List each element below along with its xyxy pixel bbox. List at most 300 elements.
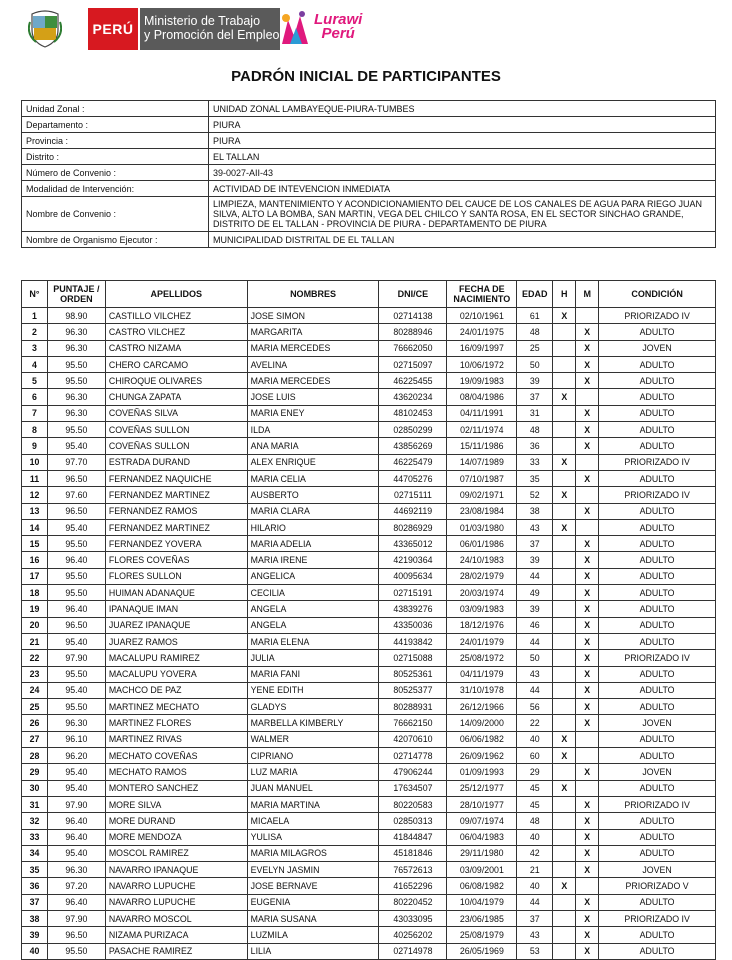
surname-cell: FERNANDEZ MARTINEZ (105, 519, 247, 535)
male-mark-cell (553, 845, 576, 861)
age-cell: 37 (517, 536, 553, 552)
info-row (22, 232, 716, 248)
dni-cell: 76572613 (379, 862, 447, 878)
surname-cell: MONTERO SANCHEZ (105, 780, 247, 796)
info-label: Modalidad de Intervención: (22, 181, 209, 197)
names-cell: WALMER (247, 731, 379, 747)
score-cell: 95.50 (47, 536, 105, 552)
row-number: 7 (22, 405, 48, 421)
row-number: 22 (22, 650, 48, 666)
surname-cell: PASACHE RAMIREZ (105, 943, 247, 959)
table-row (22, 503, 716, 519)
condition-cell: PRIORIZADO IV (599, 487, 716, 503)
age-cell: 31 (517, 405, 553, 421)
female-mark-cell (576, 731, 599, 747)
condition-cell: PRIORIZADO IV (599, 910, 716, 926)
dni-cell: 02850313 (379, 813, 447, 829)
age-cell: 60 (517, 748, 553, 764)
male-mark-cell (553, 340, 576, 356)
row-number: 26 (22, 715, 48, 731)
condition-cell: ADULTO (599, 894, 716, 910)
dni-cell: 42190364 (379, 552, 447, 568)
names-cell: MARIA CLARA (247, 503, 379, 519)
table-row (22, 666, 716, 682)
birthdate-cell: 15/11/1986 (447, 438, 517, 454)
score-cell: 96.30 (47, 715, 105, 731)
birthdate-cell: 04/11/1979 (447, 666, 517, 682)
birthdate-cell: 31/10/1978 (447, 682, 517, 698)
male-mark-cell (553, 470, 576, 486)
surname-cell: FLORES COVEÑAS (105, 552, 247, 568)
birthdate-cell: 06/08/1982 (447, 878, 517, 894)
dni-cell: 43856269 (379, 438, 447, 454)
birthdate-cell: 24/01/1975 (447, 324, 517, 340)
table-row (22, 617, 716, 633)
age-cell: 50 (517, 356, 553, 372)
table-row (22, 894, 716, 910)
dni-cell: 02714138 (379, 308, 447, 324)
score-cell: 96.40 (47, 829, 105, 845)
surname-cell: FERNANDEZ NAQUICHE (105, 470, 247, 486)
age-cell: 44 (517, 682, 553, 698)
names-cell: MICAELA (247, 813, 379, 829)
age-cell: 40 (517, 829, 553, 845)
dni-cell: 43365012 (379, 536, 447, 552)
female-mark-cell: X (576, 666, 599, 682)
surname-cell: IPANAQUE IMAN (105, 601, 247, 617)
row-number: 38 (22, 910, 48, 926)
names-cell: MARIA MARTINA (247, 796, 379, 812)
birthdate-cell: 26/05/1969 (447, 943, 517, 959)
row-number: 4 (22, 356, 48, 372)
table-row (22, 650, 716, 666)
male-mark-cell (553, 682, 576, 698)
condition-cell: PRIORIZADO V (599, 878, 716, 894)
info-row (22, 197, 716, 232)
dni-cell: 80220452 (379, 894, 447, 910)
row-number: 1 (22, 308, 48, 324)
condition-cell: ADULTO (599, 470, 716, 486)
male-mark-cell (553, 764, 576, 780)
birthdate-cell: 28/02/1979 (447, 568, 517, 584)
row-number: 40 (22, 943, 48, 959)
surname-cell: MECHATO COVEÑAS (105, 748, 247, 764)
female-mark-cell: X (576, 764, 599, 780)
score-cell: 95.40 (47, 764, 105, 780)
condition-cell: JOVEN (599, 764, 716, 780)
female-mark-cell (576, 487, 599, 503)
birthdate-cell: 24/10/1983 (447, 552, 517, 568)
participants-table (21, 280, 716, 960)
lurawi-line-2: Perú (321, 25, 355, 42)
female-mark-cell: X (576, 813, 599, 829)
birthdate-cell: 18/12/1976 (447, 617, 517, 633)
score-cell: 96.50 (47, 927, 105, 943)
row-number: 12 (22, 487, 48, 503)
male-mark-cell: X (553, 389, 576, 405)
score-cell: 96.30 (47, 389, 105, 405)
score-cell: 95.40 (47, 682, 105, 698)
peru-label: PERÚ (92, 21, 134, 37)
condition-cell: JOVEN (599, 340, 716, 356)
names-cell: LUZ MARIA (247, 764, 379, 780)
age-cell: 36 (517, 438, 553, 454)
condition-cell: PRIORIZADO IV (599, 308, 716, 324)
birthdate-cell: 26/12/1966 (447, 699, 517, 715)
age-cell: 48 (517, 813, 553, 829)
score-cell: 97.90 (47, 910, 105, 926)
condition-cell: ADULTO (599, 845, 716, 861)
male-mark-cell (553, 829, 576, 845)
age-cell: 52 (517, 487, 553, 503)
column-header: M (576, 281, 599, 308)
table-row (22, 845, 716, 861)
birthdate-cell: 25/08/1972 (447, 650, 517, 666)
score-cell: 95.50 (47, 422, 105, 438)
dni-cell: 02715111 (379, 487, 447, 503)
surname-cell: MARTINEZ FLORES (105, 715, 247, 731)
surname-cell: NIZAMA PURIZACA (105, 927, 247, 943)
info-label: Departamento : (22, 117, 209, 133)
condition-cell: ADULTO (599, 780, 716, 796)
names-cell: MARIA IRENE (247, 552, 379, 568)
score-cell: 95.50 (47, 699, 105, 715)
table-row (22, 438, 716, 454)
row-number: 36 (22, 878, 48, 894)
dni-cell: 80220583 (379, 796, 447, 812)
age-cell: 43 (517, 666, 553, 682)
score-cell: 96.40 (47, 552, 105, 568)
male-mark-cell (553, 666, 576, 682)
female-mark-cell: X (576, 340, 599, 356)
surname-cell: FERNANDEZ YOVERA (105, 536, 247, 552)
names-cell: JOSE SIMON (247, 308, 379, 324)
names-cell: LILIA (247, 943, 379, 959)
score-cell: 95.40 (47, 780, 105, 796)
female-mark-cell: X (576, 536, 599, 552)
male-mark-cell: X (553, 519, 576, 535)
dni-cell: 46225479 (379, 454, 447, 470)
surname-cell: NAVARRO LUPUCHE (105, 878, 247, 894)
table-row (22, 878, 716, 894)
condition-cell: ADULTO (599, 503, 716, 519)
female-mark-cell: X (576, 796, 599, 812)
surname-cell: CHUNGA ZAPATA (105, 389, 247, 405)
info-value: PIURA (209, 117, 716, 133)
male-mark-cell: X (553, 748, 576, 764)
table-row (22, 927, 716, 943)
birthdate-cell: 09/07/1974 (447, 813, 517, 829)
info-value: ACTIVIDAD DE INTEVENCION INMEDIATA (209, 181, 716, 197)
birthdate-cell: 29/11/1980 (447, 845, 517, 861)
female-mark-cell: X (576, 927, 599, 943)
score-cell: 95.50 (47, 568, 105, 584)
names-cell: MARIA SUSANA (247, 910, 379, 926)
age-cell: 53 (517, 943, 553, 959)
score-cell: 95.50 (47, 356, 105, 372)
info-row (22, 117, 716, 133)
birthdate-cell: 01/03/1980 (447, 519, 517, 535)
dni-cell: 45181846 (379, 845, 447, 861)
score-cell: 98.90 (47, 308, 105, 324)
condition-cell: ADULTO (599, 438, 716, 454)
table-row (22, 405, 716, 421)
birthdate-cell: 02/11/1974 (447, 422, 517, 438)
male-mark-cell (553, 715, 576, 731)
table-row (22, 487, 716, 503)
condition-cell: ADULTO (599, 666, 716, 682)
row-number: 10 (22, 454, 48, 470)
dni-cell: 44705276 (379, 470, 447, 486)
table-row (22, 748, 716, 764)
female-mark-cell: X (576, 373, 599, 389)
male-mark-cell (553, 356, 576, 372)
age-cell: 48 (517, 324, 553, 340)
dni-cell: 44692119 (379, 503, 447, 519)
row-number: 23 (22, 666, 48, 682)
table-row (22, 356, 716, 372)
surname-cell: COVEÑAS SULLON (105, 422, 247, 438)
birthdate-cell: 24/01/1979 (447, 633, 517, 649)
score-cell: 96.40 (47, 601, 105, 617)
dni-cell: 02715191 (379, 585, 447, 601)
names-cell: MARIA ELENA (247, 633, 379, 649)
condition-cell: ADULTO (599, 927, 716, 943)
male-mark-cell (553, 422, 576, 438)
names-cell: LUZMILA (247, 927, 379, 943)
score-cell: 97.70 (47, 454, 105, 470)
table-row (22, 552, 716, 568)
surname-cell: HUIMAN ADANAQUE (105, 585, 247, 601)
row-number: 11 (22, 470, 48, 486)
age-cell: 56 (517, 699, 553, 715)
age-cell: 49 (517, 585, 553, 601)
dni-cell: 80525377 (379, 682, 447, 698)
info-row (22, 149, 716, 165)
age-cell: 25 (517, 340, 553, 356)
condition-cell: ADULTO (599, 536, 716, 552)
score-cell: 97.90 (47, 650, 105, 666)
surname-cell: CHIROQUE OLIVARES (105, 373, 247, 389)
female-mark-cell: X (576, 633, 599, 649)
dni-cell: 17634507 (379, 780, 447, 796)
female-mark-cell: X (576, 422, 599, 438)
age-cell: 44 (517, 894, 553, 910)
birthdate-cell: 01/09/1993 (447, 764, 517, 780)
row-number: 37 (22, 894, 48, 910)
info-label: Unidad Zonal : (22, 101, 209, 117)
column-header: NOMBRES (247, 281, 379, 308)
birthdate-cell: 02/10/1961 (447, 308, 517, 324)
table-row (22, 862, 716, 878)
surname-cell: FERNANDEZ RAMOS (105, 503, 247, 519)
age-cell: 40 (517, 731, 553, 747)
surname-cell: MACALUPU RAMIREZ (105, 650, 247, 666)
age-cell: 45 (517, 796, 553, 812)
table-row (22, 910, 716, 926)
condition-cell: PRIORIZADO IV (599, 454, 716, 470)
column-header: APELLIDOS (105, 281, 247, 308)
condition-cell: ADULTO (599, 568, 716, 584)
dni-cell: 80525361 (379, 666, 447, 682)
birthdate-cell: 06/01/1986 (447, 536, 517, 552)
score-cell: 95.50 (47, 373, 105, 389)
names-cell: CIPRIANO (247, 748, 379, 764)
score-cell: 96.10 (47, 731, 105, 747)
age-cell: 40 (517, 878, 553, 894)
column-header: H (553, 281, 576, 308)
info-value: UNIDAD ZONAL LAMBAYEQUE-PIURA-TUMBES (209, 101, 716, 117)
condition-cell: PRIORIZADO IV (599, 650, 716, 666)
info-label: Nombre de Convenio : (22, 197, 209, 232)
male-mark-cell (553, 813, 576, 829)
male-mark-cell (553, 650, 576, 666)
male-mark-cell (553, 943, 576, 959)
table-row (22, 585, 716, 601)
row-number: 31 (22, 796, 48, 812)
names-cell: ALEX ENRIQUE (247, 454, 379, 470)
row-number: 33 (22, 829, 48, 845)
condition-cell: ADULTO (599, 373, 716, 389)
age-cell: 22 (517, 715, 553, 731)
names-cell: MARIA ADELIA (247, 536, 379, 552)
page-title: PADRÓN INICIAL DE PARTICIPANTES (231, 68, 501, 85)
dni-cell: 42070610 (379, 731, 447, 747)
surname-cell: MOSCOL RAMIREZ (105, 845, 247, 861)
male-mark-cell (553, 585, 576, 601)
birthdate-cell: 10/06/1972 (447, 356, 517, 372)
female-mark-cell: X (576, 552, 599, 568)
info-label: Provincia : (22, 133, 209, 149)
score-cell: 95.50 (47, 585, 105, 601)
ministry-line-1: Ministerio de Trabajo (144, 14, 261, 28)
female-mark-cell: X (576, 438, 599, 454)
male-mark-cell (553, 633, 576, 649)
names-cell: MARIA ENEY (247, 405, 379, 421)
female-mark-cell (576, 389, 599, 405)
birthdate-cell: 23/06/1985 (447, 910, 517, 926)
surname-cell: MORE SILVA (105, 796, 247, 812)
dni-cell: 41844847 (379, 829, 447, 845)
condition-cell: ADULTO (599, 389, 716, 405)
row-number: 30 (22, 780, 48, 796)
birthdate-cell: 03/09/2001 (447, 862, 517, 878)
table-row (22, 470, 716, 486)
table-row (22, 324, 716, 340)
dni-cell: 47906244 (379, 764, 447, 780)
dni-cell: 80288931 (379, 699, 447, 715)
surname-cell: COVEÑAS SULLON (105, 438, 247, 454)
condition-cell: ADULTO (599, 356, 716, 372)
column-header: CONDICIÓN (599, 281, 716, 308)
birthdate-cell: 10/04/1979 (447, 894, 517, 910)
male-mark-cell (553, 894, 576, 910)
names-cell: ILDA (247, 422, 379, 438)
table-row (22, 813, 716, 829)
score-cell: 95.40 (47, 519, 105, 535)
table-row (22, 943, 716, 959)
condition-cell: ADULTO (599, 552, 716, 568)
names-cell: MARBELLA KIMBERLY (247, 715, 379, 731)
female-mark-cell (576, 454, 599, 470)
row-number: 34 (22, 845, 48, 861)
table-row (22, 731, 716, 747)
male-mark-cell: X (553, 454, 576, 470)
condition-cell: JOVEN (599, 862, 716, 878)
score-cell: 96.30 (47, 862, 105, 878)
female-mark-cell: X (576, 324, 599, 340)
dni-cell: 02714978 (379, 943, 447, 959)
score-cell: 97.90 (47, 796, 105, 812)
info-row (22, 165, 716, 181)
row-number: 20 (22, 617, 48, 633)
female-mark-cell: X (576, 910, 599, 926)
condition-cell: ADULTO (599, 731, 716, 747)
table-row (22, 568, 716, 584)
score-cell: 96.30 (47, 405, 105, 421)
age-cell: 21 (517, 862, 553, 878)
condition-cell: ADULTO (599, 829, 716, 845)
birthdate-cell: 14/09/2000 (447, 715, 517, 731)
info-value: MUNICIPALIDAD DISTRITAL DE EL TALLAN (209, 232, 716, 248)
names-cell: GLADYS (247, 699, 379, 715)
surname-cell: FLORES SULLON (105, 568, 247, 584)
condition-cell: ADULTO (599, 943, 716, 959)
names-cell: JUAN MANUEL (247, 780, 379, 796)
names-cell: JOSE LUIS (247, 389, 379, 405)
table-row (22, 682, 716, 698)
row-number: 8 (22, 422, 48, 438)
age-cell: 61 (517, 308, 553, 324)
condition-cell: PRIORIZADO IV (599, 796, 716, 812)
row-number: 15 (22, 536, 48, 552)
info-row (22, 133, 716, 149)
female-mark-cell: X (576, 650, 599, 666)
age-cell: 43 (517, 927, 553, 943)
table-row (22, 422, 716, 438)
dni-cell: 76662150 (379, 715, 447, 731)
table-row (22, 829, 716, 845)
dni-cell: 80286929 (379, 519, 447, 535)
condition-cell: ADULTO (599, 601, 716, 617)
peru-brand-box (88, 8, 138, 50)
names-cell: EVELYN JASMIN (247, 862, 379, 878)
age-cell: 44 (517, 633, 553, 649)
table-row (22, 519, 716, 535)
row-number: 21 (22, 633, 48, 649)
female-mark-cell (576, 878, 599, 894)
male-mark-cell (553, 405, 576, 421)
condition-cell: ADULTO (599, 682, 716, 698)
birthdate-cell: 23/08/1984 (447, 503, 517, 519)
info-label: Distrito : (22, 149, 209, 165)
age-cell: 45 (517, 780, 553, 796)
female-mark-cell (576, 519, 599, 535)
names-cell: ANGELA (247, 601, 379, 617)
ministry-brand-box (140, 8, 280, 50)
score-cell: 95.40 (47, 845, 105, 861)
male-mark-cell (553, 910, 576, 926)
names-cell: ANGELICA (247, 568, 379, 584)
birthdate-cell: 19/09/1983 (447, 373, 517, 389)
dni-cell: 40095634 (379, 568, 447, 584)
score-cell: 95.40 (47, 633, 105, 649)
male-mark-cell (553, 699, 576, 715)
score-cell: 96.30 (47, 340, 105, 356)
dni-cell: 02715097 (379, 356, 447, 372)
row-number: 9 (22, 438, 48, 454)
dni-cell: 43620234 (379, 389, 447, 405)
